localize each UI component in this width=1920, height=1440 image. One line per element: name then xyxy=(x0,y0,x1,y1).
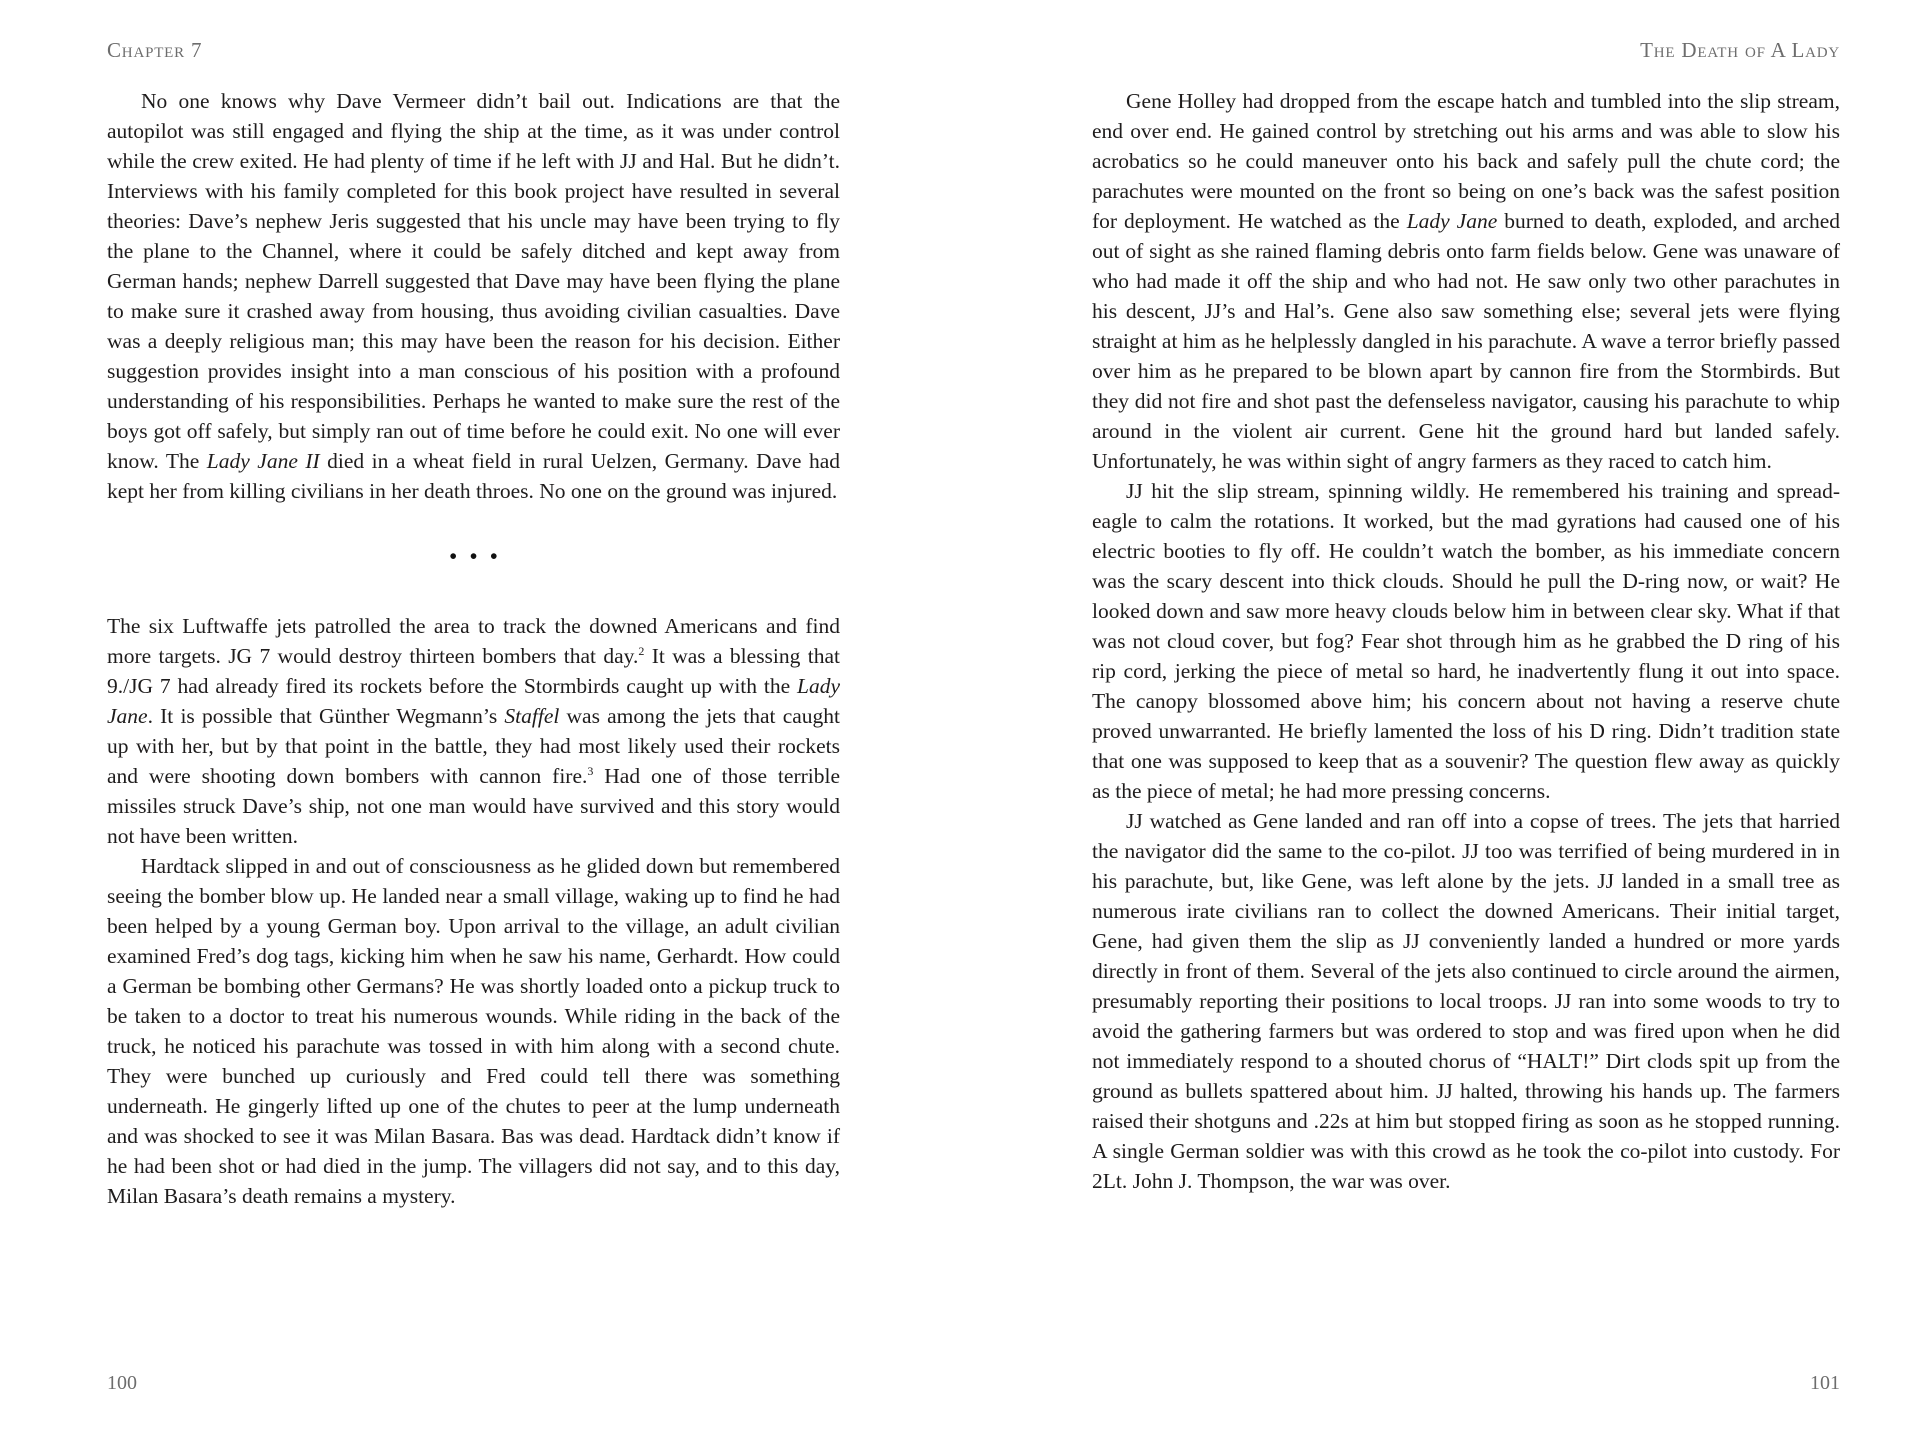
book-page-right xyxy=(1092,0,1840,1440)
footnote-reference: 3 xyxy=(587,763,594,778)
page-body-right xyxy=(1092,86,1840,1196)
footnote-reference: 2 xyxy=(638,643,645,658)
body-paragraph: No one knows why Dave Vermeer didn’t bail out. Indications are that the autopilot was still engaged and flying the ship at the time, as it was under control while the crew exited. He had plenty of time if he left with JJ and Hal. But he didn’t. Interviews with his family completed for this book project have resulted in several theories: Dave’s nephew Jeris suggested that his uncle may have been trying to fly the plane to the Channel, where it could be safely ditched and kept away from German hands; nephew Darrell suggested that Dave may have been flying the plane to make sure it crashed away from housing, thus avoiding civilian casualties. Dave was a deeply religious man; this may have been the reason for his decision. Either suggestion provides insight into a man conscious of his position with a profound understanding of his responsibilities. Perhaps he wanted to make sure the rest of the boys got off safely, but simply ran out of time before he could exit. No one will ever know. The Lady Jane II died in a wheat field in rural Uelzen, Germany. Dave had kept her from killing civilians in her death throes. No one on the ground was injured. xyxy=(107,89,841,503)
body-paragraph: JJ hit the slip stream, spinning wildly. He remembered his training and spread-eagle to calm the rotations. It worked, but the mad gyrations had caused one of his electric booties to fly off. He couldn’t watch the bomber, as his immediate concern was the scary descent into thick clouds. Should he pull the D-ring now, or wait? He looked down and saw more heavy clouds below him in between clear sky. What if that was not cloud cover, but fog? Fear shot through him as he grabbed the D ring of his rip cord, jerking the piece of metal so hard, he inadvertently flung it out into space. The canopy blossomed above him; his concern about not having a reserve chute proved unwarranted. He briefly lamented the loss of his D ring. Didn’t tradition state that one was supposed to keep that as a souvenir? The question flew away as quickly as the piece of metal; he had more pressing concerns. xyxy=(1092,479,1840,803)
italic-title: Lady Jane xyxy=(107,674,840,728)
italic-title: Staffel xyxy=(504,704,560,728)
body-paragraph: Gene Holley had dropped from the escape hatch and tumbled into the slip stream, end over end. He gained control by stretching out his arms and was able to slow his acrobatics so he could maneuver onto his back and safely pull the chute cord; the parachutes were mounted on the front so being on one’s back was the safest position for deployment. He watched as the Lady Jane burned to death, exploded, and arched out of sight as she rained flaming debris onto farm fields below. Gene was unaware of who had made it off the ship and who had not. He saw only two other parachutes in his descent, JJ’s and Hal’s. Gene also saw something else; several jets were flying straight at him as he helplessly dangled in his parachute. A wave a terror briefly passed over him as he prepared to be blown apart by cannon fire from the Stormbirds. But they did not fire and shot past the defenseless navigator, causing his parachute to whip around in the violent air current. Gene hit the ground hard but landed safely. Unfortunately, he was within sight of angry farmers as they raced to catch him. xyxy=(1092,89,1841,473)
page-body-left xyxy=(107,86,840,1211)
body-paragraph: JJ watched as Gene landed and ran off into a copse of trees. The jets that harried the navigator did the same to the co-pilot. JJ too was terrified of being murdered in in his parachute, but, like Gene, was left alone by the jets. JJ landed in a small tree as numerous irate civilians ran to collect the downed Americans. Their initial target, Gene, had given them the slip as JJ conveniently landed a hundred or more yards directly in front of them. Several of the jets also continued to circle around the airmen, presumably reporting their positions to local troops. JJ ran into some woods to try to avoid the gathering farmers but was ordered to stop and was fired upon when he did not immediately respond to a shouted chorus of “HALT!” Dirt clods spit up from the ground as bullets spattered about him. JJ halted, throwing his hands up. The farmers raised their shotguns and .22s at him but stopped firing as soon as he stopped running. A single German soldier was with this crowd as he took the co-pilot into custody. For 2Lt. John J. Thompson, the war was over. xyxy=(1092,809,1840,1193)
running-header-title: The Death of A Lady xyxy=(1640,38,1840,62)
body-paragraph: The six Luftwaffe jets patrolled the area to track the downed Americans and find more targets. JG 7 would destroy thirteen bombers that day.$^2$ It was a blessing that 9./JG 7 had already fired its rockets before the Stormbirds caught up with the Lady Jane. It is possible that Günther Wegmann’s Staffel was among the jets that caught up with her, but by that point in the battle, they had most likely used their rockets and were shooting down bombers with cannon fire.$^3$ Had one of those terrible missiles struck Dave’s ship, not one man would have survived and this story would not have been written. xyxy=(107,614,840,848)
italic-title: Lady Jane II xyxy=(206,449,320,473)
page-number-left: 100 xyxy=(107,1372,137,1394)
italic-title: Lady Jane xyxy=(1406,209,1498,233)
running-header-chapter: Chapter 7 xyxy=(107,38,203,62)
page-number-right: 101 xyxy=(1810,1372,1840,1394)
body-paragraph: Hardtack slipped in and out of consciousness as he glided down but remembered seeing the bomber blow up. He landed near a small village, waking up to find he had been helped by a young German boy. Upon arrival to the village, an adult civilian examined Fred’s dog tags, kicking him when he saw his name, Gerhardt. How could a German be bombing other Germans? He was shortly loaded onto a pickup truck to be taken to a doctor to treat his numerous wounds. While riding in the back of the truck, he noticed his parachute was tossed in with him along with a second chute. They were bunched up curiously and Fred could tell there was something underneath. He gingerly lifted up one of the chutes to peer at the lump underneath and was shocked to see it was Milan Basara. Bas was dead. Hardtack didn’t know if he had been shot or had died in the jump. The villagers did not say, and to this day, Milan Basara’s death remains a mystery. xyxy=(107,854,840,1208)
book-page-left xyxy=(107,0,840,1440)
section-break-ornament: ••• xyxy=(449,544,511,568)
